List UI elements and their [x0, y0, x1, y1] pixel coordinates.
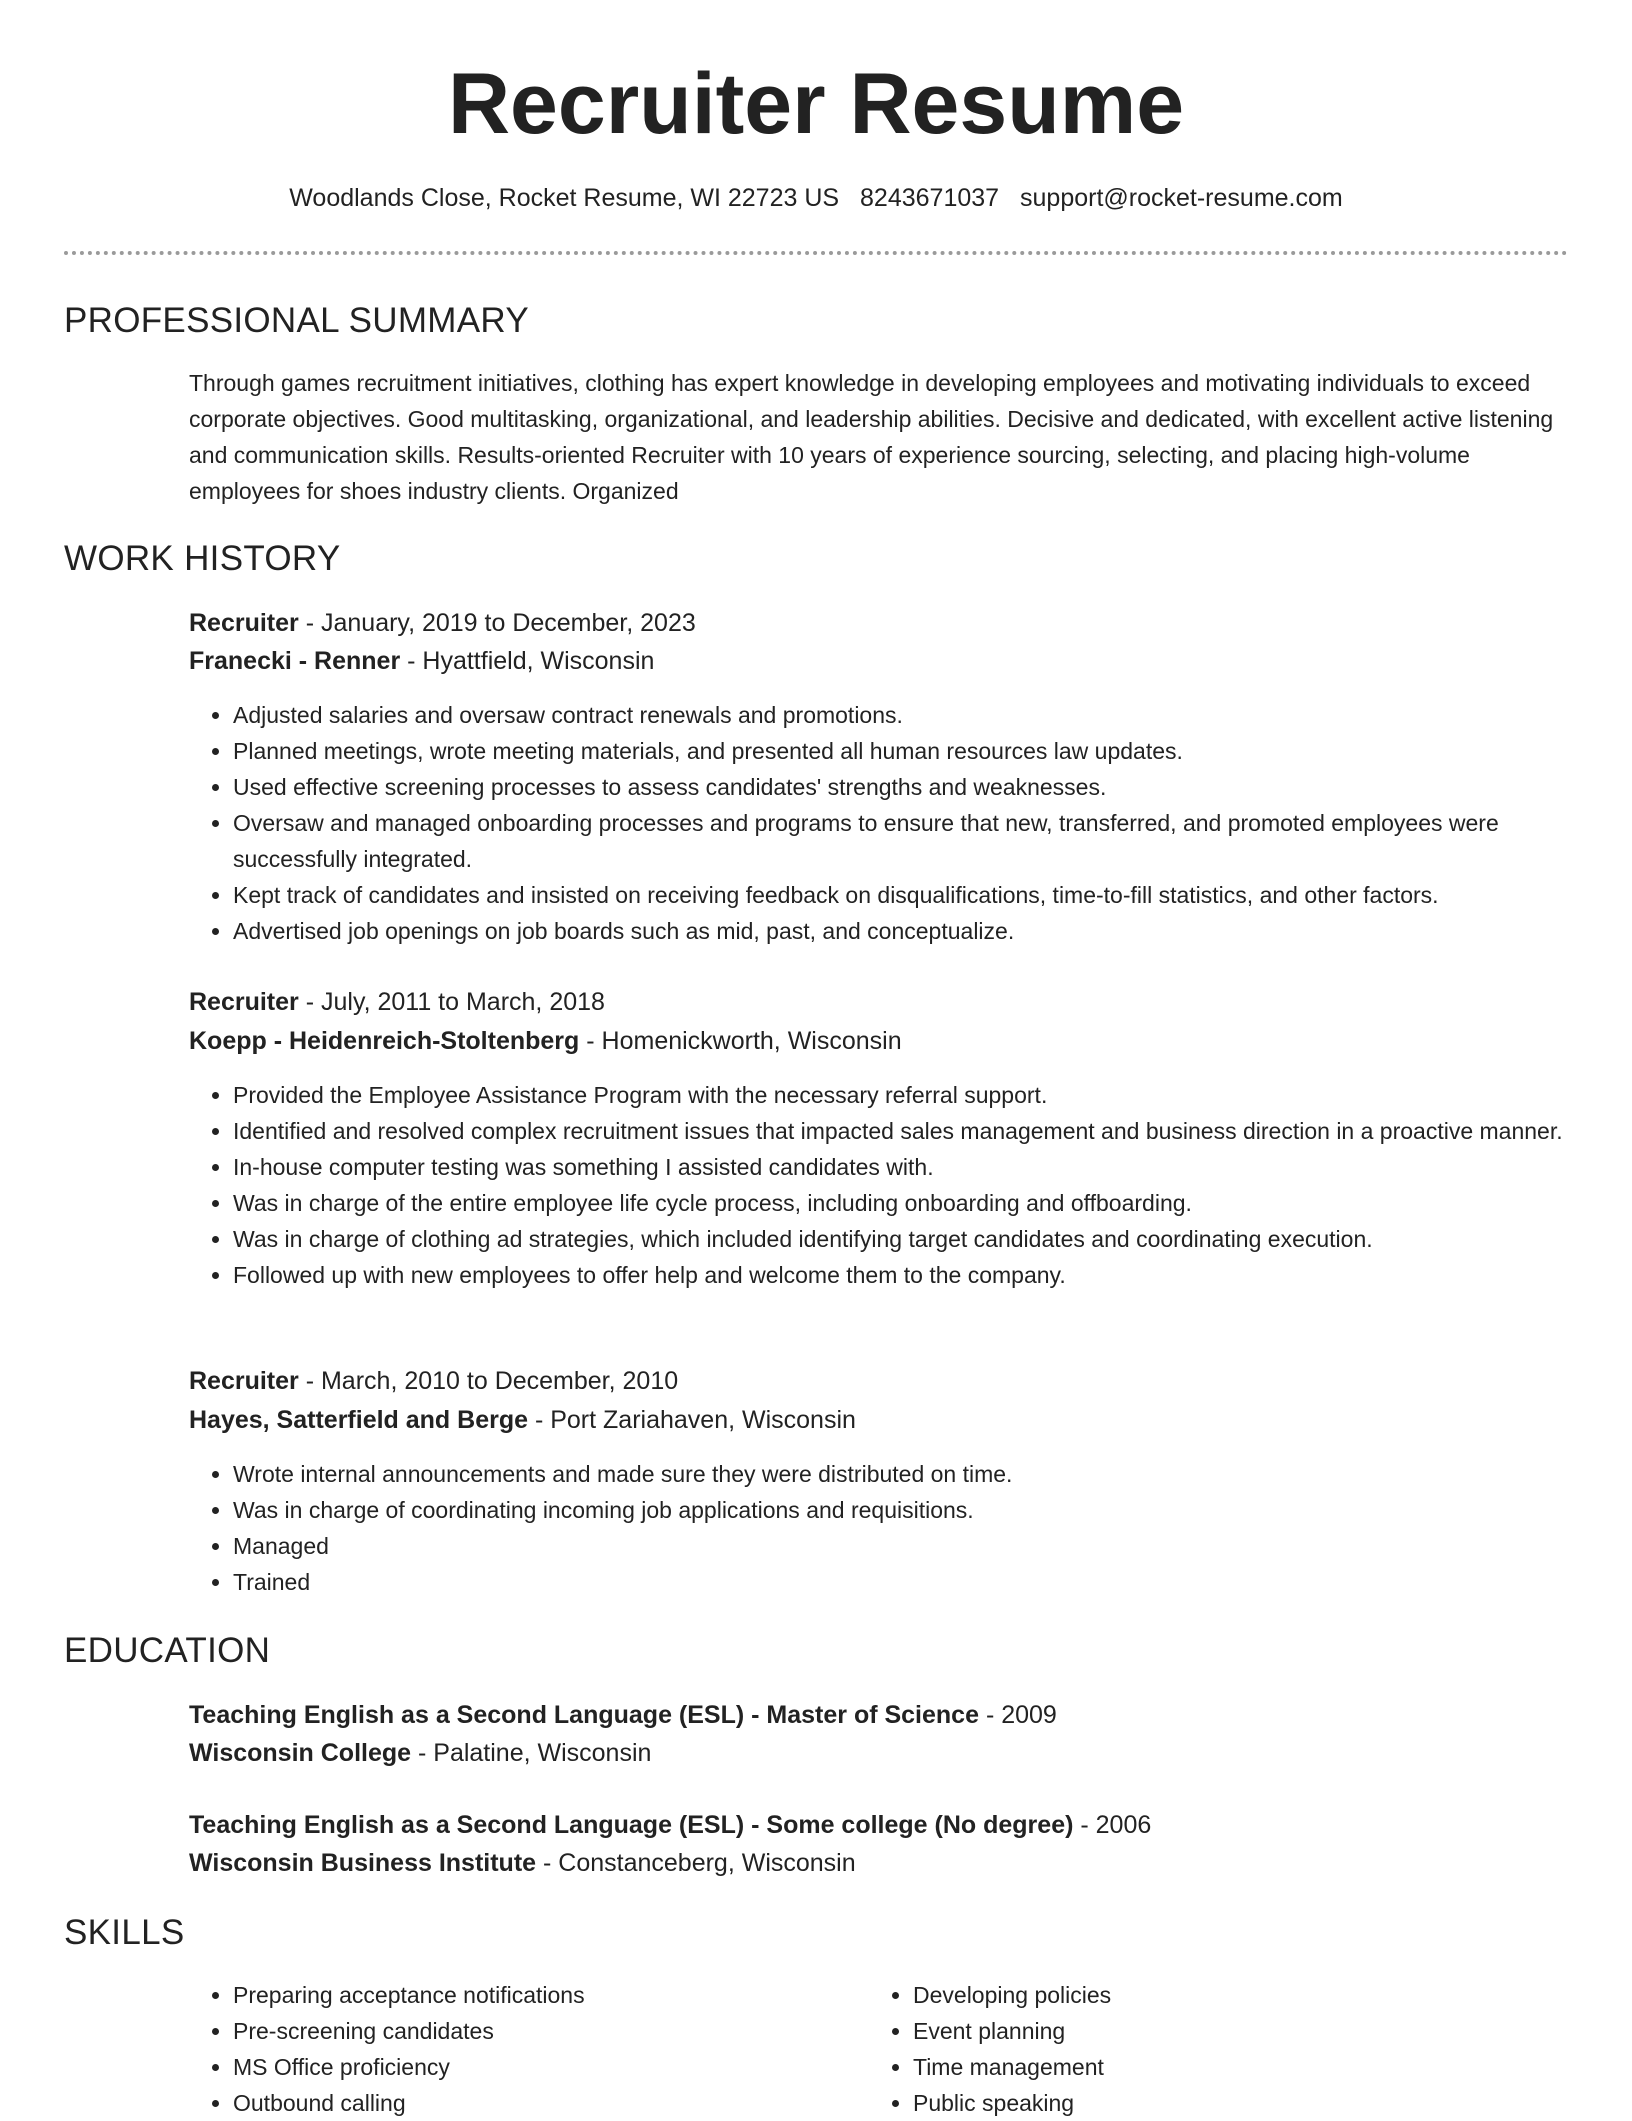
summary-heading: PROFESSIONAL SUMMARY: [64, 301, 529, 340]
job-2-title-line: [189, 983, 605, 1021]
summary-text: Through games recruitment initiatives, clothing has expert knowledge in developing employees and motivating individuals to exceed corporate objectives. Good multitasking, organizational, and leadership abilities. Decisive and dedicated, with excellent active listening and communication skills. Results-oriented Recruiter with 10 years of experience sourcing, selecting, and placing high-volume employees for shoes industry clients. Organized: [189, 370, 1554, 504]
job-3-company: Hayes, Satterfield and Berge: [189, 1406, 529, 1434]
job-1-bullets: [189, 697, 1613, 949]
education-2-degree: Teaching English as a Second Language (ESL) - Some college (No degree): [189, 1811, 1074, 1839]
job-2-location: - Homenickworth, Wisconsin: [579, 1027, 902, 1055]
job-1-role: Recruiter: [189, 609, 299, 637]
list-item: • Time management: [913, 2049, 1533, 2085]
job-2-company: Koepp - Heidenreich-Stoltenberg: [189, 1027, 580, 1055]
list-item: • Trained: [233, 1564, 1613, 1600]
contact-line: [0, 181, 1632, 215]
list-item: • Planned meetings, wrote meeting materials, and presented all human resources law updates.: [233, 733, 1613, 769]
resume-title: Recruiter Resume: [447, 56, 1185, 152]
job-2-bullets: [189, 1077, 1613, 1293]
list-item: • Outbound calling: [233, 2085, 853, 2121]
list-item: • Managed: [233, 1528, 1613, 1564]
list-item: • MS Office proficiency: [233, 2049, 853, 2085]
education-heading: EDUCATION: [64, 1631, 271, 1670]
list-item: • Event planning: [913, 2013, 1533, 2049]
job-2-role: Recruiter: [189, 988, 299, 1016]
list-item: • Provided the Employee Assistance Program with the necessary referral support.: [233, 1077, 1613, 1113]
contact-email[interactable]: support@rocket-resume.com: [1020, 184, 1343, 212]
job-2-dates: - July, 2011 to March, 2018: [298, 988, 605, 1016]
list-item: • Kept track of candidates and insisted on receiving feedback on disqualifications, time-to-fill statistics, and other factors.: [233, 877, 1613, 913]
list-item: • In-house computer testing was something I assisted candidates with.: [233, 1149, 1613, 1185]
list-item: • Preparing acceptance notifications: [233, 1977, 853, 2013]
list-item: • Oversaw and managed onboarding processes and programs to ensure that new, transferred, and promoted employees were successfully integrated.: [233, 805, 1613, 877]
header-divider: [64, 251, 1568, 255]
job-3-role: Recruiter: [189, 1367, 299, 1395]
job-1-dates: - January, 2019 to December, 2023: [298, 609, 696, 637]
job-1-title-line: [189, 604, 696, 642]
education-1-degree: Teaching English as a Second Language (ESL) - Master of Science: [189, 1701, 979, 1729]
skills-list-left: [189, 1977, 853, 2121]
education-1-year: - 2009: [979, 1701, 1057, 1729]
work-history-heading: WORK HISTORY: [64, 539, 341, 578]
job-3-bullets: [189, 1456, 1613, 1600]
list-item: • Public speaking: [913, 2085, 1533, 2121]
list-item: • Wrote internal announcements and made sure they were distributed on time.: [233, 1456, 1613, 1492]
list-item: • Was in charge of the entire employee life cycle process, including onboarding and offboarding.: [233, 1185, 1613, 1221]
list-item: • Followed up with new employees to offer help and welcome them to the company.: [233, 1257, 1613, 1293]
education-1-school-line: [189, 1734, 651, 1772]
skills-list-right: [869, 1977, 1533, 2121]
list-item: • Was in charge of coordinating incoming job applications and requisitions.: [233, 1492, 1613, 1528]
education-1-location: - Palatine, Wisconsin: [411, 1739, 652, 1767]
education-1-school: Wisconsin College: [189, 1739, 412, 1767]
list-item: • Identified and resolved complex recruitment issues that impacted sales management and business direction in a proactive manner.: [233, 1113, 1613, 1149]
job-3-location: - Port Zariahaven, Wisconsin: [528, 1406, 856, 1434]
education-2-school-line: [189, 1844, 856, 1882]
education-2-location: - Constanceberg, Wisconsin: [536, 1849, 856, 1877]
job-3-dates: - March, 2010 to December, 2010: [298, 1367, 679, 1395]
list-item: • Used effective screening processes to assess candidates' strengths and weaknesses.: [233, 769, 1613, 805]
contact-address: Woodlands Close, Rocket Resume, WI 22723 US: [289, 184, 840, 212]
education-1-degree-line: [189, 1696, 1057, 1734]
job-3-company-line: [189, 1401, 856, 1439]
job-2-company-line: [189, 1022, 902, 1060]
job-3-title-line: [189, 1362, 678, 1400]
skills-heading: SKILLS: [64, 1913, 185, 1952]
education-2-school: Wisconsin Business Institute: [189, 1849, 537, 1877]
job-1-location: - Hyattfield, Wisconsin: [400, 647, 655, 675]
education-2-year: - 2006: [1073, 1811, 1152, 1839]
list-item: • Was in charge of clothing ad strategies, which included identifying target candidates and coordinating execution.: [233, 1221, 1613, 1257]
job-1-company-line: [189, 642, 654, 680]
list-item: • Developing policies: [913, 1977, 1533, 2013]
list-item: • Advertised job openings on job boards such as mid, past, and conceptualize.: [233, 913, 1613, 949]
contact-phone[interactable]: 8243671037: [860, 184, 1000, 212]
list-item: • Adjusted salaries and oversaw contract renewals and promotions.: [233, 697, 1613, 733]
job-1-company: Franecki - Renner: [189, 647, 401, 675]
list-item: • Pre-screening candidates: [233, 2013, 853, 2049]
education-2-degree-line: [189, 1806, 1151, 1844]
